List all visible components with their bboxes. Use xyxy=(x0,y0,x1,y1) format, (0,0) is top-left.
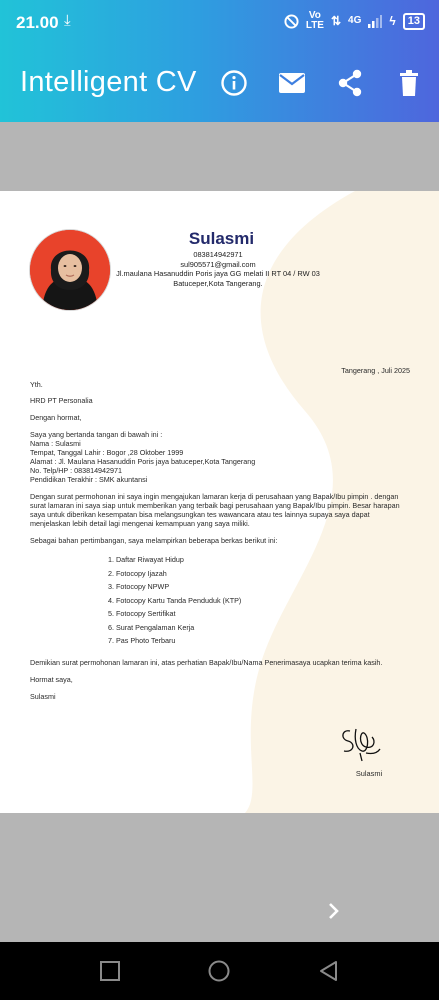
identity-phone: No. Telp/HP : 083814942971 xyxy=(30,466,123,475)
identity-birth: Tempat, Tanggal Lahir : Bogor ,28 Oktober 1999 xyxy=(30,448,184,457)
share-icon xyxy=(337,69,363,97)
app-title: Intelligent CV xyxy=(20,66,197,98)
list-item: 3. Fotocopy NPWP xyxy=(108,582,170,591)
share-button[interactable] xyxy=(333,66,367,100)
info-icon xyxy=(220,69,248,97)
list-item: 7. Pas Photo Terbaru xyxy=(108,636,176,645)
list-item: 6. Surat Pengalaman Kerja xyxy=(108,622,195,632)
letter-closing: Demikian surat permohonan lamaran ini, atas perhatian Bapak/Ibu/Nama Penerimasaya ucapkan terima kasih. xyxy=(30,657,383,667)
letter-preview[interactable] xyxy=(0,191,439,813)
charging-icon: ϟ xyxy=(389,14,396,28)
volte-indicator xyxy=(306,11,324,31)
volte-line1: Vo xyxy=(308,10,321,21)
mail-icon xyxy=(278,72,306,94)
letter-recipient: HRD PT Personalia xyxy=(30,396,93,405)
list-item: 1. Daftar Riwayat Hidup xyxy=(108,555,184,564)
attachment-list xyxy=(30,553,410,648)
letter-body xyxy=(30,366,410,701)
network-type: 4G xyxy=(348,15,362,26)
letter-paragraph-1: Dengan surat permohonan ini saya ingin mengajukan lamaran kerja di perusahaan yang Bapak/Ibu pimpin . dengan surat lamaran ini saya siap untuk memberikan yang terbaik bagi perusahaan yang Bapak/Ibu pimpin. Besar harapan saya untuk diberikan kesempatan bisa melangsungkan tes wawancara atau tes lainnya supaya saya dapat menjelaskan lebih detail lagi mengenai kemampuan yang saya miliki. xyxy=(30,492,400,528)
signature-icon xyxy=(336,723,382,763)
applicant-name: Sulasmi xyxy=(188,229,255,248)
identity-list xyxy=(30,439,410,484)
identity-address: Alamat : Jl. Maulana Hasanuddin Poris jaya batuceper,Kota Tangerang xyxy=(30,457,256,466)
signal-icon xyxy=(368,15,382,28)
recents-icon[interactable] xyxy=(99,960,121,982)
letter-regards: Hormat saya, xyxy=(30,674,73,684)
letter-greeting: Dengan hormat, xyxy=(30,413,82,422)
viewer-background-bottom xyxy=(0,813,439,942)
viewer-background-top xyxy=(0,122,439,191)
letter-paragraph-2: Sebagai bahan pertimbangan, saya melampirkan beberapa berkas berikut ini: xyxy=(30,536,278,545)
letter-yth: Yth. xyxy=(30,380,43,389)
contact-email: sul905571@gmail.com xyxy=(180,259,256,269)
identity-name: Nama : Sulasmi xyxy=(30,439,81,448)
identity-education: Pendidikan Terakhir : SMK akuntansi xyxy=(30,475,148,484)
volte-line2: LTE xyxy=(305,20,324,31)
do-not-disturb-icon xyxy=(284,14,299,29)
letter-intro: Saya yang bertanda tangan di bawah ini : xyxy=(30,430,163,439)
list-item: 2. Fotocopy Ijazah xyxy=(108,568,167,578)
battery-indicator: 13 xyxy=(403,13,425,30)
info-button[interactable] xyxy=(217,66,251,100)
status-icons xyxy=(284,11,425,31)
list-item: 4. Fotocopy Kartu Tanda Penduduk (KTP) xyxy=(108,595,242,605)
contact-address-line1: Jl.maulana Hasanuddin Poris jaya GG melati II RT 04 / RW 03 xyxy=(116,269,320,279)
status-time: 21.00 xyxy=(16,13,59,32)
list-item: 5. Fotocopy Sertifikat xyxy=(108,609,176,618)
download-icon: ⤓ xyxy=(64,12,71,29)
delete-icon xyxy=(398,70,420,96)
app-bar xyxy=(0,0,439,122)
letter-signoff-name: Sulasmi xyxy=(30,691,56,701)
letter-date: Tangerang , Juli 2025 xyxy=(341,366,410,375)
data-arrows-icon: ⇅ xyxy=(330,14,342,28)
contact-block xyxy=(110,250,326,289)
delete-button[interactable] xyxy=(392,66,426,100)
mail-button[interactable] xyxy=(275,66,309,100)
home-icon[interactable] xyxy=(208,960,230,982)
contact-phone: 083814942971 xyxy=(193,250,243,259)
chevron-right-icon[interactable] xyxy=(325,898,343,924)
contact-address-line2: Batuceper,Kota Tangerang. xyxy=(173,279,263,289)
signature-name: Sulasmi xyxy=(355,769,383,778)
back-icon[interactable] xyxy=(318,960,340,982)
status-bar xyxy=(0,0,439,44)
